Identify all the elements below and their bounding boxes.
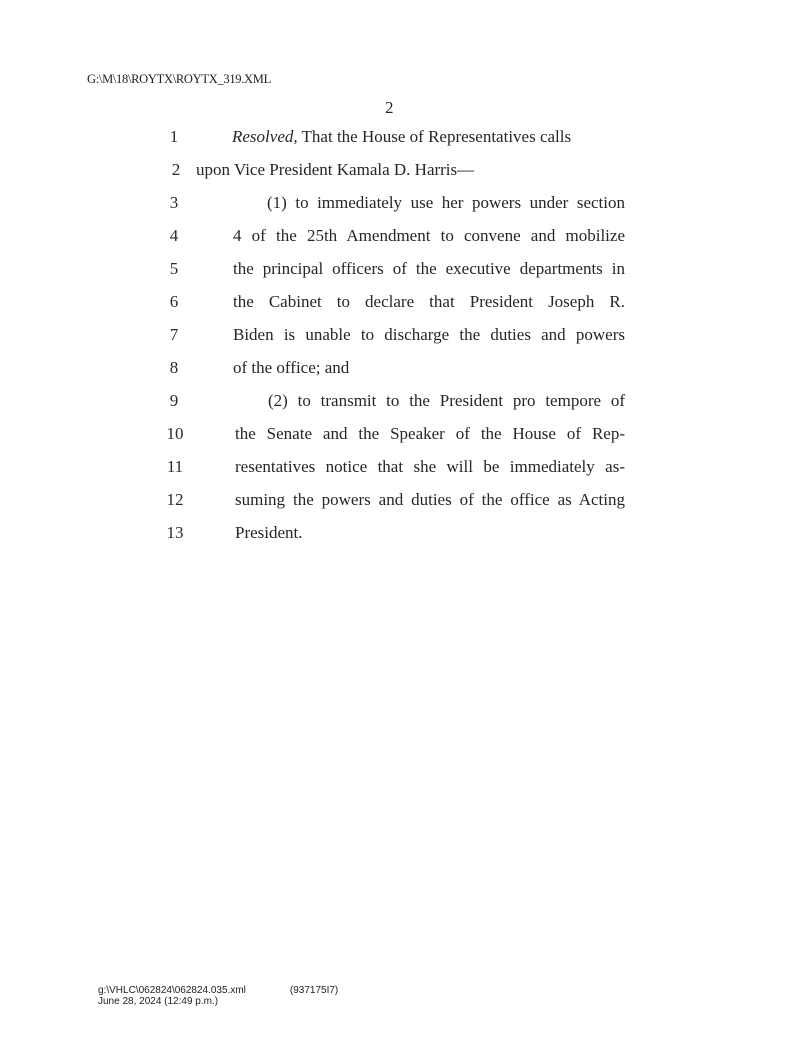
line-number: 12 [166, 490, 184, 509]
line-text-rest: That the House of Representatives calls [297, 127, 572, 146]
line-text: President. [235, 523, 303, 542]
line-text: the Cabinet to declare that President Joseph R. [233, 292, 625, 311]
line-number: 9 [169, 391, 179, 410]
footer-document-code: (937175I7) [289, 985, 339, 996]
line-number: 8 [169, 358, 179, 377]
line-number: 10 [166, 424, 184, 443]
page-footer [98, 985, 338, 1007]
line-number: 4 [169, 226, 179, 245]
line-text: the Senate and the Speaker of the House of Rep- [235, 424, 625, 443]
line-text: upon Vice President Kamala D. Harris— [196, 160, 475, 179]
line-number: 7 [169, 325, 179, 344]
line-text: the principal officers of the executive departments in [233, 259, 625, 278]
document-line [0, 193, 800, 225]
document-line [0, 127, 800, 159]
page-number: 2 [385, 98, 394, 117]
document-line [0, 358, 800, 390]
line-text: (2) to transmit to the President pro tempore of [268, 391, 625, 410]
line-number: 2 [171, 160, 181, 179]
footer-date: June 28, 2024 (12:49 p.m.) [98, 996, 219, 1007]
line-number: 5 [169, 259, 179, 278]
line-text: suming the powers and duties of the office as Acting [235, 490, 625, 509]
document-line [0, 457, 800, 489]
document-line [0, 259, 800, 291]
line-text: resentatives notice that she will be immediately as- [235, 457, 625, 476]
line-text: of the office; and [233, 358, 350, 377]
document-line [0, 424, 800, 456]
line-number: 13 [166, 523, 184, 542]
line-number: 6 [169, 292, 179, 311]
document-line [0, 226, 800, 258]
line-number: 11 [166, 457, 184, 476]
document-line [0, 160, 800, 192]
document-line [0, 292, 800, 324]
footer-file-path: g:\VHLC\062824\062824.035.xml [98, 985, 246, 996]
line-text: (1) to immediately use her powers under section [267, 193, 625, 212]
line-number: 3 [169, 193, 179, 212]
document-line [0, 391, 800, 423]
header-file-path: G:\M\18\ROYTX\ROYTX_319.XML [87, 72, 271, 86]
line-text: Biden is unable to discharge the duties and powers [233, 325, 625, 344]
line-number: 1 [169, 127, 179, 146]
document-line [0, 523, 800, 555]
resolved-clause: Resolved, [232, 127, 298, 146]
document-line [0, 490, 800, 522]
document-line [0, 325, 800, 357]
line-text [232, 127, 571, 147]
line-text: 4 of the 25th Amendment to convene and mobilize [233, 226, 625, 245]
